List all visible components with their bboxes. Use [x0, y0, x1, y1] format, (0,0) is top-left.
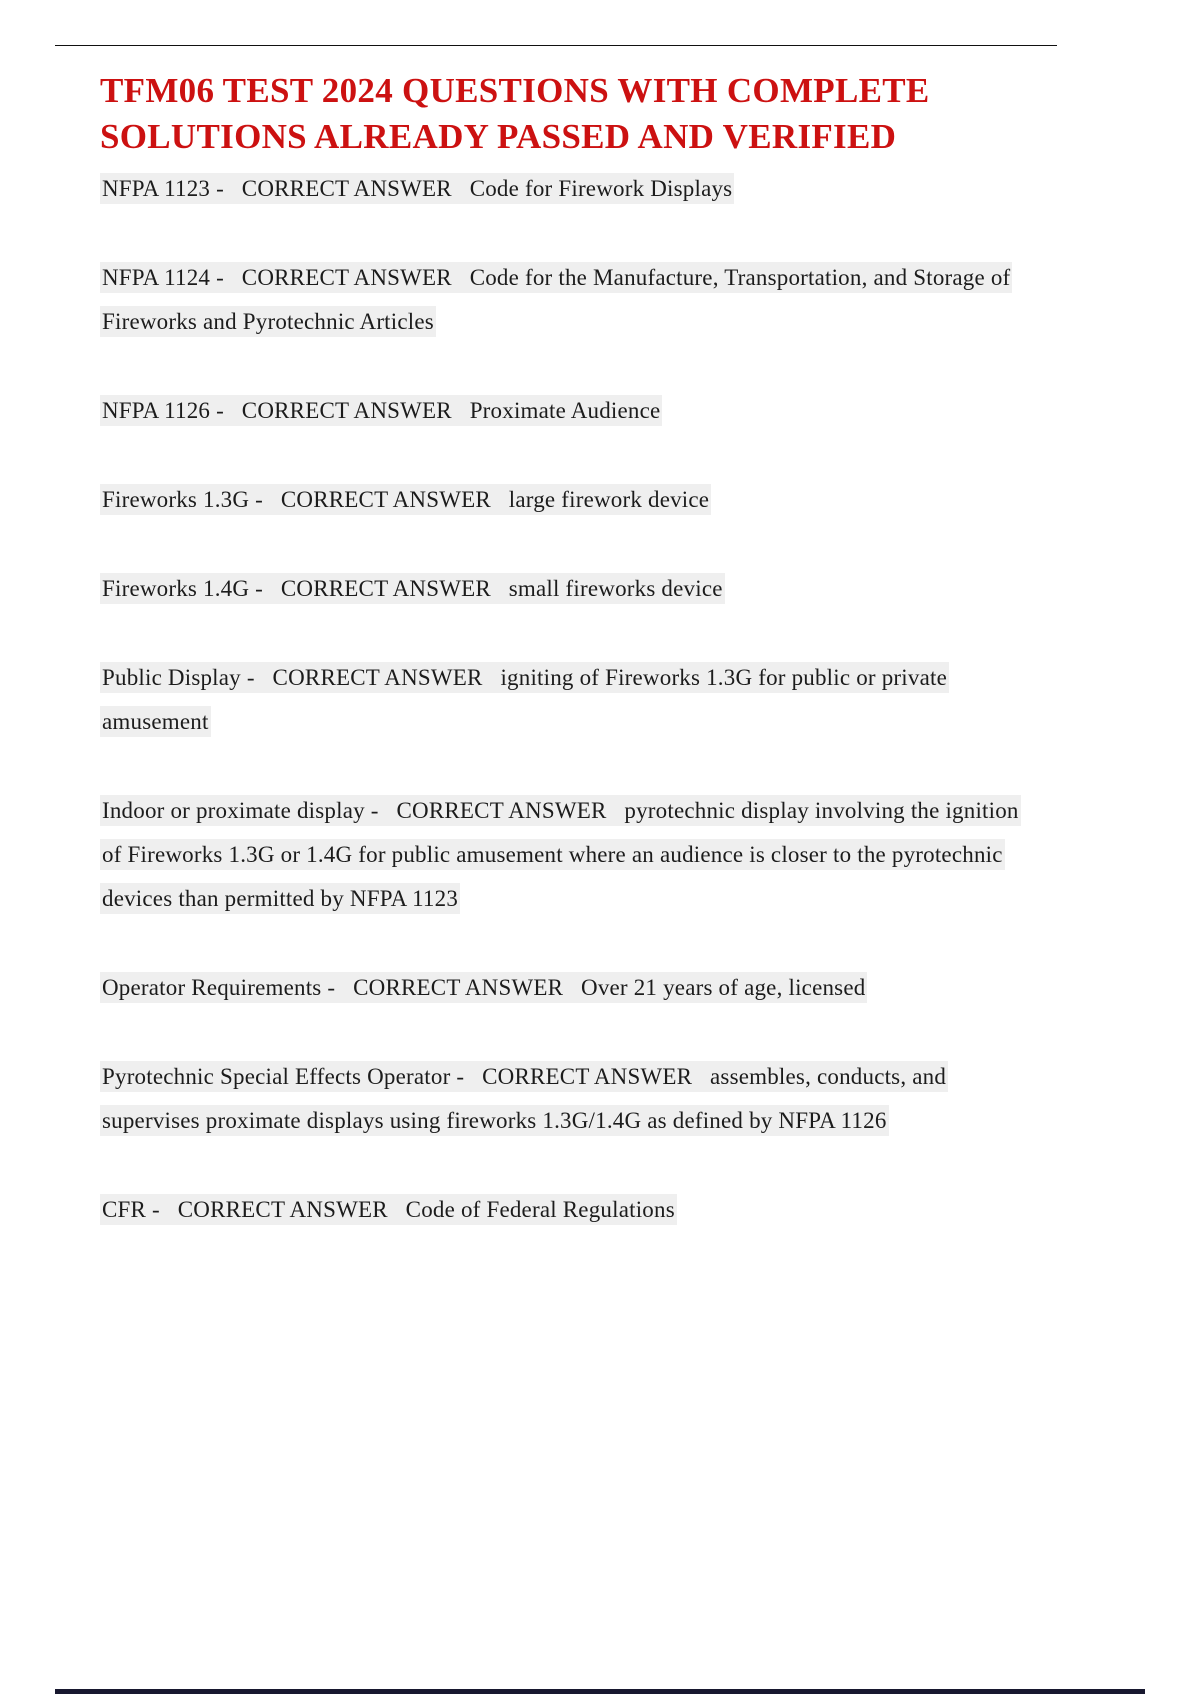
qa-item	[100, 789, 1038, 921]
qa-highlight	[100, 795, 1021, 914]
qa-item	[100, 167, 1038, 211]
qa-item	[100, 389, 1038, 433]
top-divider	[55, 45, 1057, 46]
qa-highlight	[100, 573, 725, 604]
qa-marker: CORRECT ANSWER	[272, 665, 483, 690]
qa-item	[100, 1188, 1038, 1232]
qa-term: Operator Requirements -	[102, 975, 354, 1000]
qa-highlight	[100, 395, 662, 426]
qa-highlight	[100, 484, 711, 515]
qa-marker: CORRECT ANSWER	[177, 1197, 388, 1222]
qa-term: CFR -	[102, 1197, 178, 1222]
qa-term: Indoor or proximate display -	[102, 798, 397, 823]
qa-item	[100, 567, 1038, 611]
qa-term: Fireworks 1.4G -	[102, 576, 281, 601]
qa-term: Public Display -	[102, 665, 273, 690]
document-content	[100, 68, 1038, 1232]
qa-marker: CORRECT ANSWER	[241, 176, 452, 201]
qa-marker: CORRECT ANSWER	[241, 265, 452, 290]
qa-item	[100, 1055, 1038, 1143]
qa-list	[100, 167, 1038, 1232]
qa-answer: Code for Firework Displays	[451, 176, 733, 201]
qa-marker: CORRECT ANSWER	[280, 487, 491, 512]
qa-term: Pyrotechnic Special Effects Operator -	[102, 1064, 483, 1089]
qa-answer: igniting of Fireworks 1.3G for public or private amusement	[102, 665, 947, 734]
qa-answer: large firework device	[490, 487, 710, 512]
qa-highlight	[100, 1194, 677, 1225]
qa-answer: Code for the Manufacture, Transportation, and Storage of Fireworks and Pyrotechnic Articles	[102, 265, 1011, 334]
document-title: TFM06 TEST 2024 QUESTIONS WITH COMPLETE SOLUTIONS ALREADY PASSED AND VERIFIED	[100, 71, 930, 156]
qa-answer: pyrotechnic display involving the ignition of Fireworks 1.3G or 1.4G for public amusement where an audience is closer to the pyrotechnic devices than permitted by NFPA 1123	[102, 798, 1019, 911]
qa-term: NFPA 1126 -	[102, 398, 242, 423]
qa-answer: Code of Federal Regulations	[387, 1197, 675, 1222]
qa-highlight	[100, 662, 949, 737]
qa-term: NFPA 1123 -	[102, 176, 242, 201]
qa-marker: CORRECT ANSWER	[396, 798, 607, 823]
qa-highlight	[100, 1061, 948, 1136]
bottom-divider	[55, 1689, 1145, 1694]
qa-term: NFPA 1124 -	[102, 265, 242, 290]
qa-answer: assembles, conducts, and supervises proximate displays using fireworks 1.3G/1.4G as defined by NFPA 1126	[102, 1064, 947, 1133]
qa-marker: CORRECT ANSWER	[280, 576, 491, 601]
qa-answer: Proximate Audience	[451, 398, 661, 423]
qa-highlight	[100, 173, 734, 204]
qa-item	[100, 966, 1038, 1010]
qa-answer: Over 21 years of age, licensed	[563, 975, 866, 1000]
qa-marker: CORRECT ANSWER	[241, 398, 452, 423]
qa-highlight	[100, 972, 867, 1003]
qa-item	[100, 256, 1038, 344]
qa-marker: CORRECT ANSWER	[353, 975, 564, 1000]
qa-term: Fireworks 1.3G -	[102, 487, 281, 512]
qa-marker: CORRECT ANSWER	[482, 1064, 693, 1089]
qa-item	[100, 478, 1038, 522]
qa-highlight	[100, 262, 1012, 337]
qa-item	[100, 656, 1038, 744]
qa-answer: small fireworks device	[490, 576, 723, 601]
